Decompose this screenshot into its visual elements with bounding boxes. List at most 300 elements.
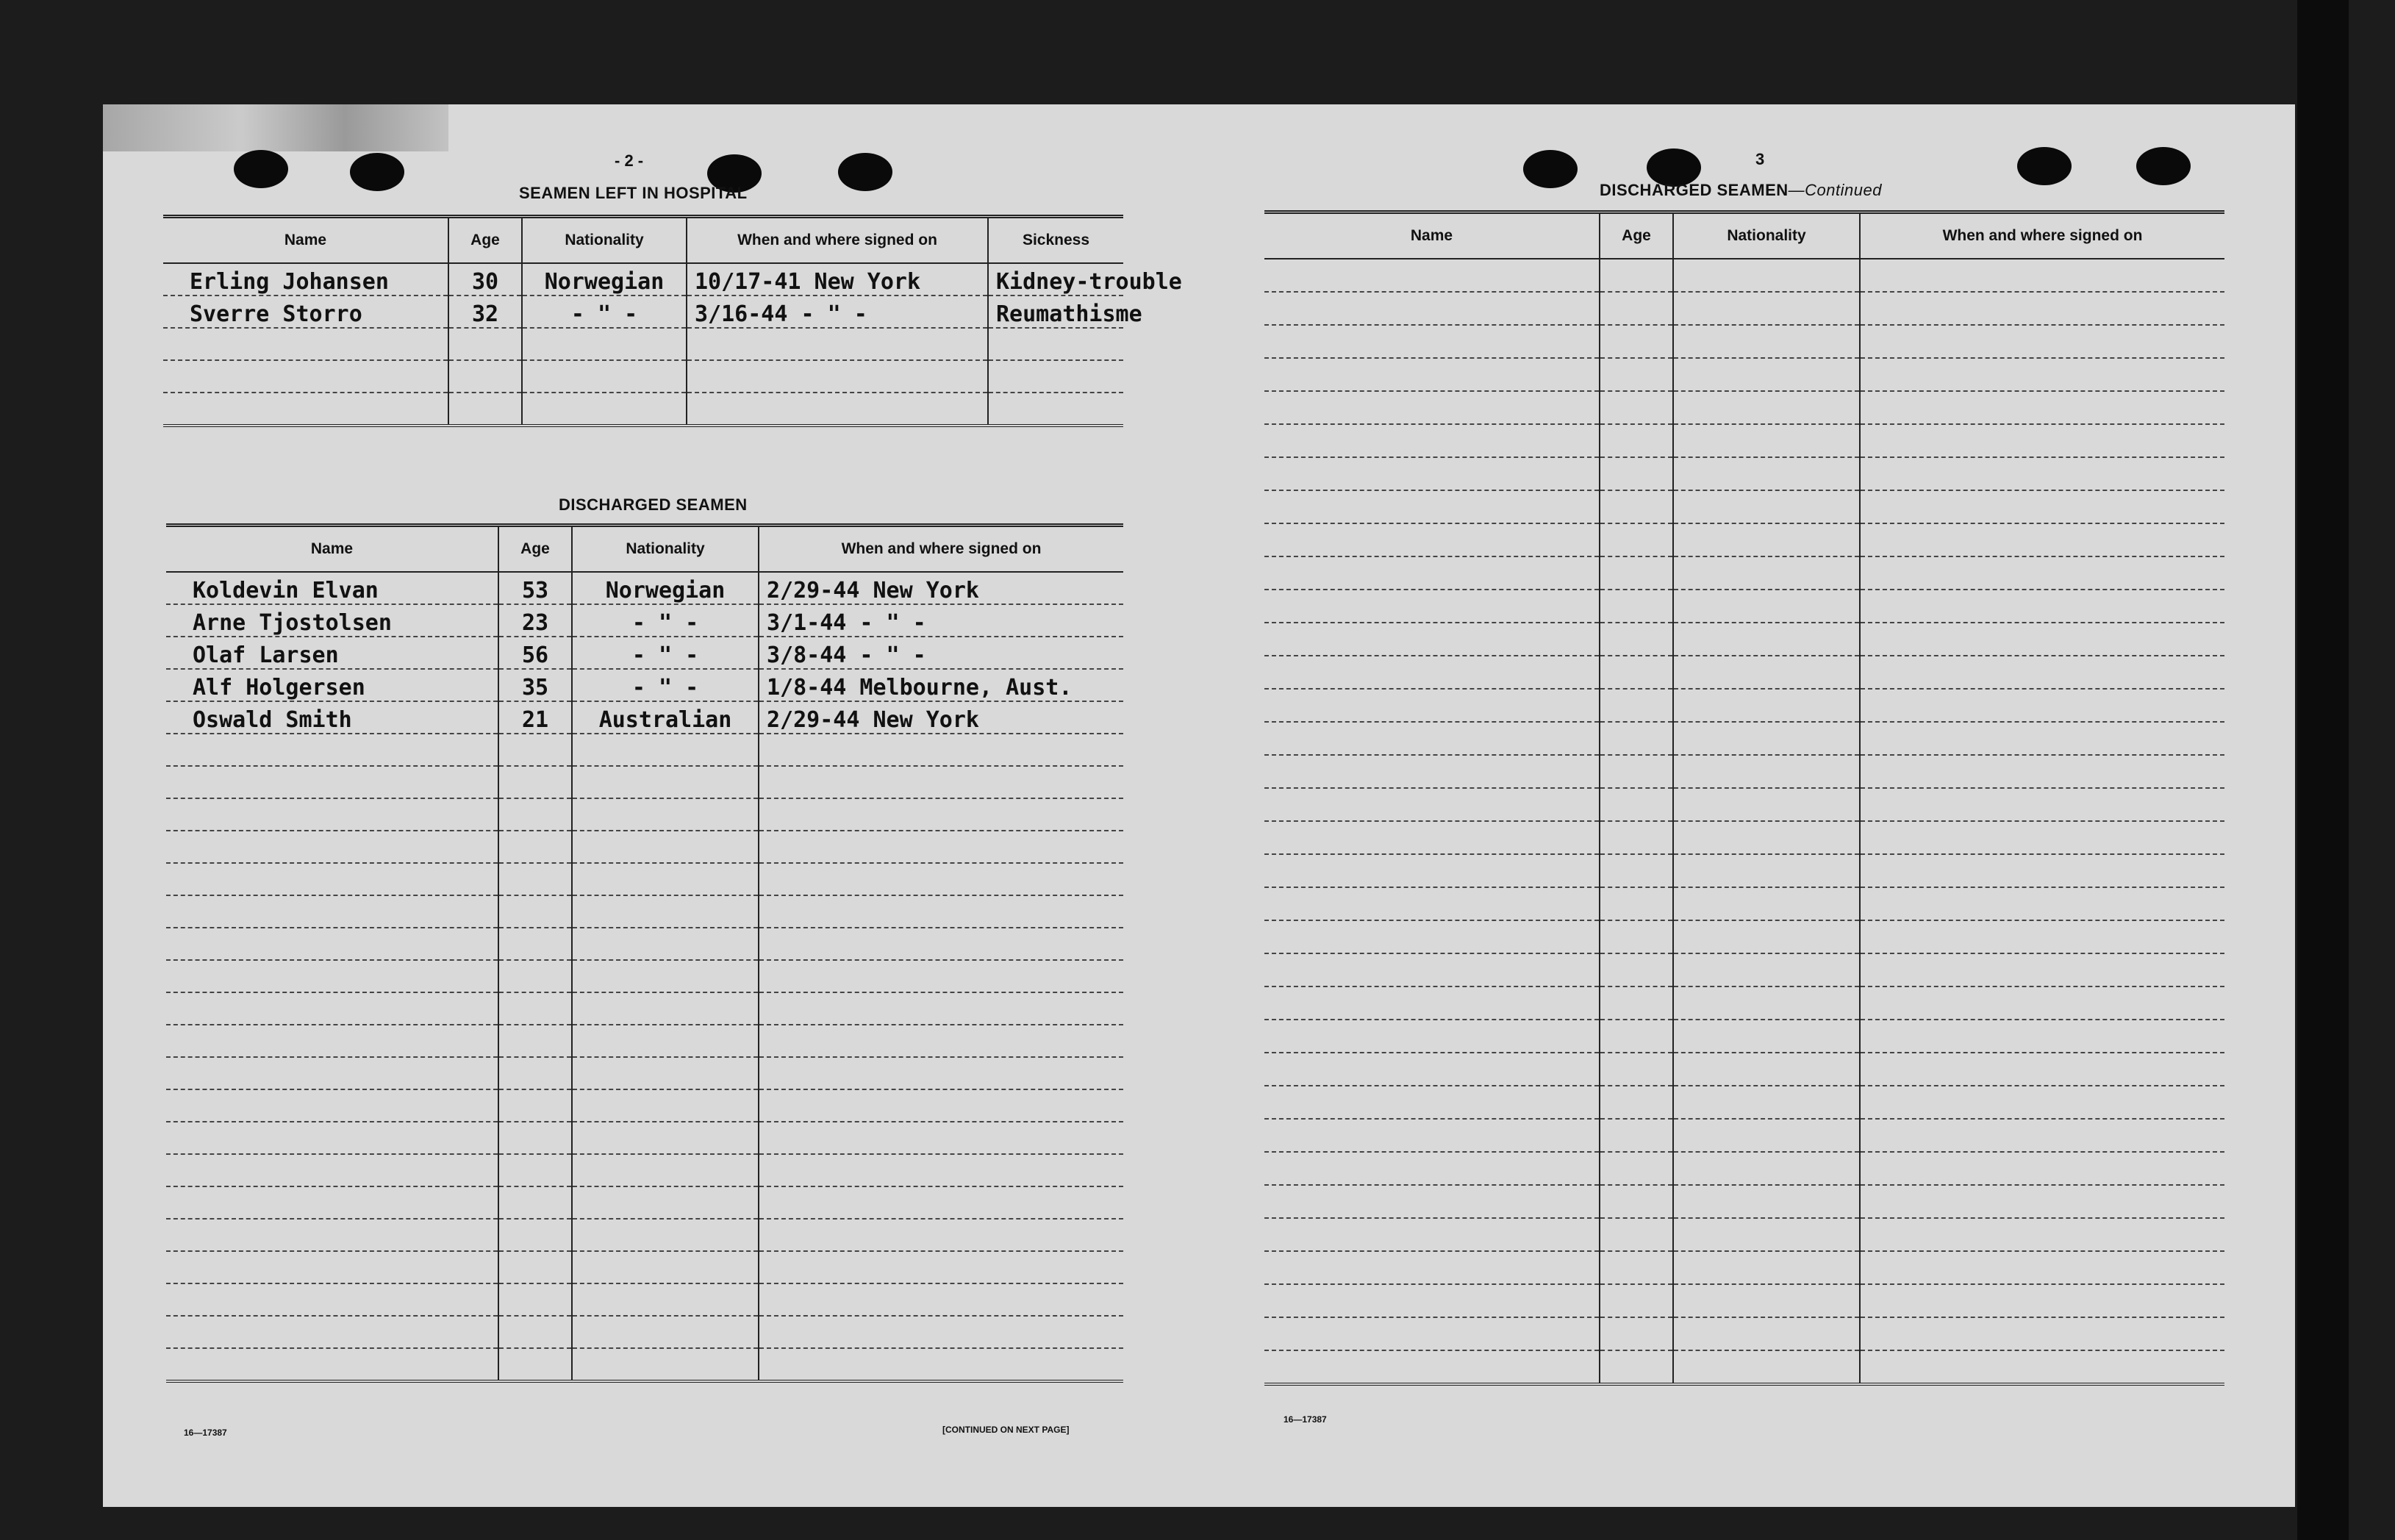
cell-name (1264, 292, 1600, 325)
cell-name (1264, 953, 1600, 986)
table-row (166, 960, 1123, 992)
cell-age (1600, 1020, 1673, 1053)
cell-name (1264, 689, 1600, 722)
cell-signed (759, 992, 1123, 1025)
cell-name (163, 393, 448, 426)
table-row (166, 1316, 1123, 1348)
table-row (1264, 590, 2224, 623)
cell-signed (759, 960, 1123, 992)
cell-nationality (1673, 1185, 1860, 1218)
cell-age (498, 1025, 572, 1057)
cell-name (1264, 1152, 1600, 1185)
column-header: Age (498, 526, 572, 573)
table-row (166, 895, 1123, 928)
cell-signed (1860, 590, 2224, 623)
cell-signed (1860, 986, 2224, 1020)
cell-nationality (572, 1316, 759, 1348)
table-row (1264, 821, 2224, 854)
cell-nationality (1673, 1086, 1860, 1119)
cell-signed (759, 1348, 1123, 1381)
cell-nationality (1673, 821, 1860, 854)
cell-name (1264, 1284, 1600, 1317)
cell-nationality (572, 1348, 759, 1381)
cell-signed (1860, 722, 2224, 755)
table-row (163, 360, 1123, 393)
column-header: When and where signed on (1860, 212, 2224, 259)
cell-name (166, 1186, 498, 1219)
cell-signed (1860, 292, 2224, 325)
column-header: When and where signed on (759, 526, 1123, 573)
cell-nationality (572, 734, 759, 766)
cell-signed (1860, 523, 2224, 556)
cell-name (166, 766, 498, 798)
table-row (1264, 755, 2224, 788)
cell-name (1264, 623, 1600, 656)
cell-nationality (1673, 259, 1860, 292)
cell-nationality (1673, 1053, 1860, 1086)
cell-signed (1860, 689, 2224, 722)
cell-name (163, 360, 448, 393)
cell-age: 21 (498, 701, 572, 734)
cell-sickness: Reumathisme (988, 296, 1123, 328)
cell-name (1264, 1020, 1600, 1053)
cell-nationality (1673, 1284, 1860, 1317)
table-row (166, 1251, 1123, 1283)
cell-name (166, 928, 498, 960)
table-row (1264, 424, 2224, 457)
cell-signed (1860, 457, 2224, 490)
cell-name (166, 1283, 498, 1316)
table-row (166, 572, 1123, 604)
page-number: - 2 - (615, 151, 644, 170)
cell-signed (1860, 424, 2224, 457)
cell-signed (759, 1122, 1123, 1154)
table-row (1264, 623, 2224, 656)
cell-age (1600, 424, 1673, 457)
table-row (1264, 259, 2224, 292)
column-header: Nationality (522, 217, 687, 264)
cell-signed (1860, 788, 2224, 821)
cell-nationality (572, 798, 759, 831)
table-row (1264, 490, 2224, 523)
table-row (1264, 1350, 2224, 1384)
cell-name (1264, 523, 1600, 556)
cell-age (498, 1316, 572, 1348)
cell-name (166, 1219, 498, 1251)
cell-name (1264, 1185, 1600, 1218)
cell-age (1600, 490, 1673, 523)
cell-nationality (1673, 986, 1860, 1020)
cell-age (1600, 821, 1673, 854)
punch-hole (234, 150, 288, 188)
cell-signed (759, 1057, 1123, 1089)
cell-age (1600, 259, 1673, 292)
column-header: Sickness (988, 217, 1123, 264)
right-section-title (1600, 181, 1882, 200)
table-row (1264, 325, 2224, 358)
cell-name (1264, 920, 1600, 953)
cell-name (166, 831, 498, 863)
table-row (166, 669, 1123, 701)
table-row (1264, 656, 2224, 689)
column-header: Name (166, 526, 498, 573)
cell-nationality (1673, 358, 1860, 391)
cell-name (166, 863, 498, 895)
cell-age (1600, 623, 1673, 656)
cell-signed (759, 734, 1123, 766)
form-number: 16—17387 (184, 1428, 227, 1438)
cell-signed (1860, 490, 2224, 523)
cell-age (1600, 1218, 1673, 1251)
cell-age (498, 798, 572, 831)
column-header: Name (1264, 212, 1600, 259)
cell-nationality (522, 360, 687, 393)
cell-age (498, 928, 572, 960)
column-header: When and where signed on (687, 217, 988, 264)
cell-signed: 3/8-44 - " - (759, 637, 1123, 669)
cell-name (166, 1154, 498, 1186)
cell-name (1264, 358, 1600, 391)
cell-age (498, 863, 572, 895)
cell-age: 35 (498, 669, 572, 701)
table-row (1264, 1086, 2224, 1119)
cell-age (1600, 953, 1673, 986)
table-row (166, 1283, 1123, 1316)
cell-signed (759, 863, 1123, 895)
table-row (1264, 689, 2224, 722)
cell-age: 32 (448, 296, 522, 328)
cell-signed (759, 1219, 1123, 1251)
cell-name: Koldevin Elvan (166, 572, 498, 604)
cell-name (1264, 490, 1600, 523)
table-row (166, 992, 1123, 1025)
column-header: Name (163, 217, 448, 264)
punch-hole (350, 153, 404, 191)
cell-name: Arne Tjostolsen (166, 604, 498, 637)
cell-signed: 1/8-44 Melbourne, Aust. (759, 669, 1123, 701)
cell-age (498, 1089, 572, 1122)
cell-age (1600, 887, 1673, 920)
cell-signed (1860, 656, 2224, 689)
table-row (163, 296, 1123, 328)
cell-signed (1860, 391, 2224, 424)
cell-age (498, 734, 572, 766)
cell-nationality (1673, 854, 1860, 887)
cell-nationality (572, 863, 759, 895)
cell-name (166, 1251, 498, 1283)
table-row (1264, 953, 2224, 986)
cell-signed (1860, 1086, 2224, 1119)
cell-age (498, 1057, 572, 1089)
cell-sickness: Kidney-trouble (988, 263, 1123, 296)
cell-signed (687, 328, 988, 360)
table-row (166, 734, 1123, 766)
table-row (1264, 887, 2224, 920)
cell-age (1600, 292, 1673, 325)
cell-signed (759, 928, 1123, 960)
cell-name (1264, 1086, 1600, 1119)
cell-name (166, 1348, 498, 1381)
cell-signed (1860, 854, 2224, 887)
cell-name (1264, 391, 1600, 424)
table-row (1264, 358, 2224, 391)
cell-name (1264, 1119, 1600, 1152)
cell-nationality (572, 1283, 759, 1316)
cell-nationality: Norwegian (572, 572, 759, 604)
cell-signed (1860, 1218, 2224, 1251)
table-row (166, 863, 1123, 895)
cell-name (1264, 457, 1600, 490)
discharged-continued-table (1264, 210, 2224, 1386)
cell-signed (1860, 259, 2224, 292)
cell-age (1600, 358, 1673, 391)
table-row (1264, 292, 2224, 325)
cell-signed (1860, 1350, 2224, 1384)
cell-age (498, 1219, 572, 1251)
table-row (1264, 1317, 2224, 1350)
cell-nationality (572, 1122, 759, 1154)
cell-signed (759, 831, 1123, 863)
cell-name (1264, 424, 1600, 457)
cell-signed: 10/17-41 New York (687, 263, 988, 296)
cell-nationality: - " - (522, 296, 687, 328)
cell-age (1600, 556, 1673, 590)
cell-age (1600, 523, 1673, 556)
cell-age (1600, 1185, 1673, 1218)
cell-sickness (988, 360, 1123, 393)
tape-strip (103, 104, 448, 151)
cell-nationality (1673, 1251, 1860, 1284)
cell-age (1600, 1251, 1673, 1284)
punch-hole (2017, 147, 2072, 185)
cell-signed (759, 1154, 1123, 1186)
cell-nationality (572, 1186, 759, 1219)
cell-nationality (1673, 953, 1860, 986)
cell-age (1600, 788, 1673, 821)
table-row (1264, 1020, 2224, 1053)
scan-border (2297, 0, 2349, 1540)
cell-name: Oswald Smith (166, 701, 498, 734)
cell-signed: 2/29-44 New York (759, 701, 1123, 734)
cell-age (1600, 1284, 1673, 1317)
table-row (166, 1089, 1123, 1122)
table-row (166, 1219, 1123, 1251)
cell-nationality: - " - (572, 669, 759, 701)
cell-signed (759, 1251, 1123, 1283)
cell-age (1600, 722, 1673, 755)
cell-nationality (572, 1089, 759, 1122)
cell-age (1600, 457, 1673, 490)
continued-note: [CONTINUED ON NEXT PAGE] (942, 1425, 1070, 1435)
cell-nationality (1673, 424, 1860, 457)
cell-name (166, 1089, 498, 1122)
cell-name (166, 1316, 498, 1348)
column-header: Nationality (1673, 212, 1860, 259)
cell-name (166, 1057, 498, 1089)
table-row (166, 1348, 1123, 1381)
table-row (1264, 920, 2224, 953)
punch-hole (838, 153, 892, 191)
cell-name: Olaf Larsen (166, 637, 498, 669)
cell-nationality (1673, 325, 1860, 358)
cell-signed (1860, 1251, 2224, 1284)
table-row (1264, 523, 2224, 556)
cell-signed (759, 1283, 1123, 1316)
table-row (166, 798, 1123, 831)
cell-nationality (1673, 1152, 1860, 1185)
cell-nationality (1673, 656, 1860, 689)
cell-nationality (522, 328, 687, 360)
cell-age (448, 360, 522, 393)
cell-age (498, 895, 572, 928)
cell-signed (687, 393, 988, 426)
cell-age (498, 831, 572, 863)
cell-age (498, 1251, 572, 1283)
cell-nationality (572, 895, 759, 928)
cell-nationality (522, 393, 687, 426)
cell-signed (1860, 1185, 2224, 1218)
table-row (1264, 788, 2224, 821)
cell-name: Erling Johansen (163, 263, 448, 296)
cell-name (1264, 1317, 1600, 1350)
cell-signed (1860, 1053, 2224, 1086)
table-row (1264, 1119, 2224, 1152)
cell-nationality (1673, 1350, 1860, 1384)
cell-signed (687, 360, 988, 393)
cell-age (1600, 590, 1673, 623)
table-row (166, 766, 1123, 798)
cell-nationality (1673, 689, 1860, 722)
cell-name (1264, 1350, 1600, 1384)
cell-age (498, 1348, 572, 1381)
cell-age (1600, 854, 1673, 887)
cell-nationality (1673, 391, 1860, 424)
cell-nationality (1673, 292, 1860, 325)
table-row (166, 1057, 1123, 1089)
cell-signed (1860, 1020, 2224, 1053)
cell-name (1264, 755, 1600, 788)
cell-age (1600, 755, 1673, 788)
cell-name (1264, 854, 1600, 887)
cell-name (1264, 788, 1600, 821)
table-row (1264, 391, 2224, 424)
cell-signed (759, 1186, 1123, 1219)
cell-nationality (1673, 920, 1860, 953)
cell-name (1264, 556, 1600, 590)
cell-nationality (572, 1251, 759, 1283)
cell-signed (1860, 887, 2224, 920)
table-row (166, 928, 1123, 960)
cell-name (166, 1122, 498, 1154)
cell-nationality (572, 1154, 759, 1186)
cell-signed (1860, 623, 2224, 656)
cell-name (1264, 887, 1600, 920)
cell-nationality (1673, 490, 1860, 523)
table-row (166, 1154, 1123, 1186)
cell-nationality (572, 928, 759, 960)
cell-nationality (1673, 457, 1860, 490)
cell-signed: 3/16-44 - " - (687, 296, 988, 328)
title-main: DISCHARGED SEAMEN (1600, 181, 1789, 199)
cell-signed (1860, 556, 2224, 590)
cell-nationality (572, 1025, 759, 1057)
cell-nationality: - " - (572, 637, 759, 669)
cell-name (1264, 1251, 1600, 1284)
cell-signed (1860, 1119, 2224, 1152)
cell-nationality (572, 1057, 759, 1089)
cell-nationality (1673, 1317, 1860, 1350)
cell-age (1600, 920, 1673, 953)
cell-nationality (572, 992, 759, 1025)
cell-age (1600, 1053, 1673, 1086)
cell-age (448, 393, 522, 426)
cell-age: 30 (448, 263, 522, 296)
discharged-section-title: DISCHARGED SEAMEN (559, 495, 748, 514)
table-row (1264, 722, 2224, 755)
table-row (166, 604, 1123, 637)
table-row (166, 1025, 1123, 1057)
cell-age (1600, 1086, 1673, 1119)
cell-nationality (1673, 590, 1860, 623)
cell-nationality (572, 831, 759, 863)
cell-signed (1860, 358, 2224, 391)
cell-name (166, 992, 498, 1025)
cell-age (498, 1186, 572, 1219)
table-row (1264, 1053, 2224, 1086)
table-row (163, 393, 1123, 426)
table-row (1264, 1152, 2224, 1185)
cell-name (1264, 1218, 1600, 1251)
cell-name (166, 960, 498, 992)
cell-age: 56 (498, 637, 572, 669)
cell-age (1600, 391, 1673, 424)
cell-signed (759, 895, 1123, 928)
table-row (1264, 1185, 2224, 1218)
cell-name (1264, 821, 1600, 854)
cell-nationality (1673, 1119, 1860, 1152)
cell-signed (759, 798, 1123, 831)
cell-name: Alf Holgersen (166, 669, 498, 701)
cell-age (1600, 689, 1673, 722)
cell-name (1264, 590, 1600, 623)
cell-signed (759, 1089, 1123, 1122)
table-row (163, 263, 1123, 296)
hospital-table (163, 215, 1182, 427)
cell-name (166, 734, 498, 766)
cell-nationality (1673, 623, 1860, 656)
cell-age (448, 328, 522, 360)
cell-name (1264, 722, 1600, 755)
cell-age (498, 1122, 572, 1154)
cell-age (498, 960, 572, 992)
column-header: Nationality (572, 526, 759, 573)
table-row (1264, 1218, 2224, 1251)
title-suffix: —Continued (1788, 181, 1882, 199)
cell-signed (1860, 953, 2224, 986)
cell-name (1264, 325, 1600, 358)
cell-nationality: Australian (572, 701, 759, 734)
cell-signed (1860, 1152, 2224, 1185)
cell-age (498, 1154, 572, 1186)
cell-name (1264, 259, 1600, 292)
cell-signed: 2/29-44 New York (759, 572, 1123, 604)
cell-nationality (572, 766, 759, 798)
cell-signed: 3/1-44 - " - (759, 604, 1123, 637)
cell-nationality (1673, 722, 1860, 755)
cell-age (1600, 325, 1673, 358)
table-row (166, 637, 1123, 669)
cell-nationality (1673, 523, 1860, 556)
